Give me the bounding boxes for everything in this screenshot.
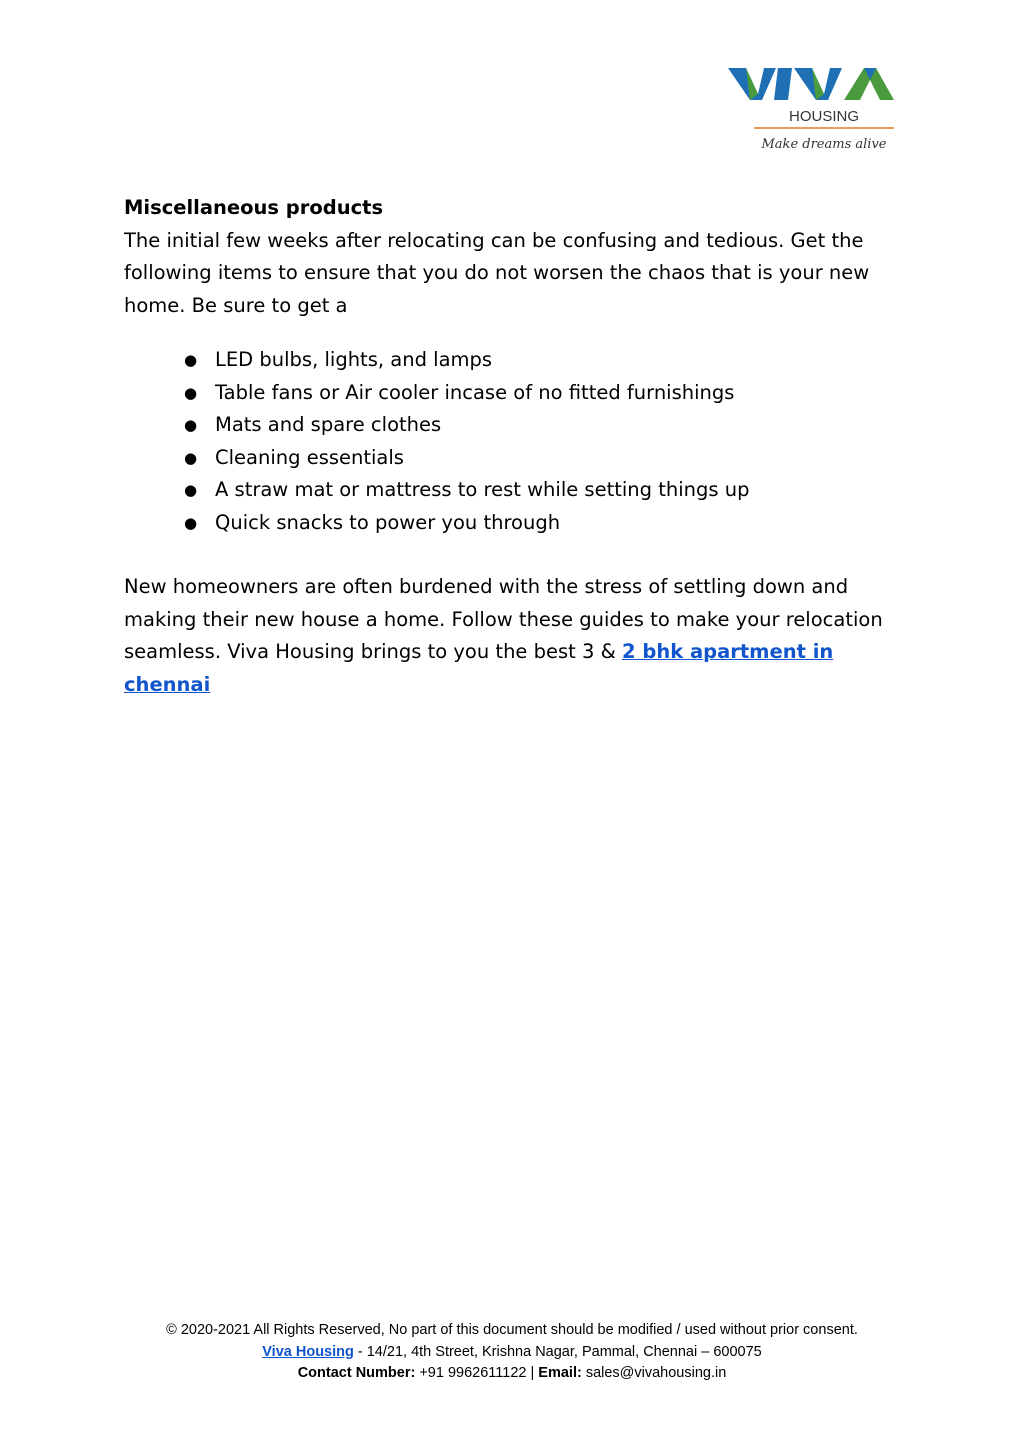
logo-tagline: Make dreams alive: [761, 137, 887, 152]
section-heading: Miscellaneous products: [124, 196, 384, 219]
list-item: ● Cleaning essentials: [124, 442, 884, 475]
logo-sub-text: HOUSING: [788, 108, 860, 125]
apartment-link[interactable]: 2 bhk apartment in chennai: [124, 640, 834, 696]
bullet-dot-icon: ●: [184, 351, 198, 369]
intro-paragraph: The initial few weeks after relocating can be confusing and tedious. Get the following items to ensure that you do not worsen the chaos that is your new home. Be sure to get a: [124, 228, 870, 317]
address-line: Viva Housing - 14/21, 4th Street, Krishna Nagar, Pammal, Chennai – 600075: [262, 1343, 762, 1360]
bullet-dot-icon: ●: [184, 416, 198, 434]
company-link[interactable]: Viva Housing: [262, 1343, 354, 1360]
contact-line: Contact Number: +91 9962611122 | Email: sales@vivahousing.in: [297, 1365, 727, 1381]
list-item: ● A straw mat or mattress to rest while setting things up: [124, 474, 884, 507]
document-body: [124, 192, 884, 701]
bullet-dot-icon: ●: [184, 481, 198, 499]
company-logo: [724, 64, 900, 156]
bullet-list: [124, 344, 884, 539]
bullet-dot-icon: ●: [184, 383, 198, 402]
list-item: ● Quick snacks to power you through: [124, 507, 884, 540]
copyright-notice: © 2020-2021 All Rights Reserved, No part of this document should be modified / used without prior consent.: [166, 1322, 858, 1338]
page-footer: [0, 1320, 1024, 1385]
closing-paragraph: New homeowners are often burdened with the stress of settling down and making their new house a home. Follow these guides to make your relocation seamless. Viva Housing brings to you the best 3 & 2 bhk apartment in chennai: [124, 575, 883, 696]
list-item: ● Table fans or Air cooler incase of no fitted furnishings: [124, 377, 884, 410]
bullet-dot-icon: ●: [184, 448, 198, 467]
list-item: ● LED bulbs, lights, and lamps: [124, 344, 884, 377]
bullet-dot-icon: ●: [184, 513, 198, 532]
list-item: ● Mats and spare clothes: [124, 409, 884, 442]
